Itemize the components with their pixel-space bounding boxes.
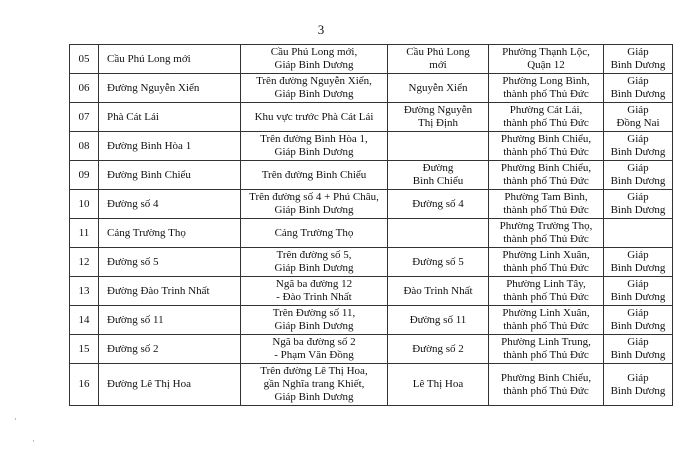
row-number-cell: 11	[70, 219, 99, 248]
location-name-cell: Đường số 2	[99, 335, 241, 364]
checkpoint-table	[69, 44, 673, 406]
scan-speck: ·	[14, 414, 17, 424]
boundary-cell: Giáp Đồng Nai	[604, 103, 673, 132]
road-name-cell	[388, 219, 489, 248]
row-number-cell: 09	[70, 161, 99, 190]
location-name-cell: Đường Nguyễn Xiển	[99, 74, 241, 103]
checkpoint-position-cell: Trên đường Bình Hòa 1, Giáp Bình Dương	[241, 132, 388, 161]
location-name-cell: Cảng Trường Thọ	[99, 219, 241, 248]
checkpoint-position-cell: Cầu Phú Long mới, Giáp Bình Dương	[241, 45, 388, 74]
table-body	[70, 45, 673, 406]
table-row	[70, 161, 673, 190]
checkpoint-position-cell: Khu vực trước Phà Cát Lái	[241, 103, 388, 132]
location-name-cell: Đường số 4	[99, 190, 241, 219]
boundary-cell: Giáp Bình Dương	[604, 190, 673, 219]
row-number-cell: 06	[70, 74, 99, 103]
table-row	[70, 277, 673, 306]
ward-district-cell: Phường Tam Bình, thành phố Thủ Đức	[489, 190, 604, 219]
road-name-cell: Đường số 11	[388, 306, 489, 335]
road-name-cell: Đường Nguyễn Thị Định	[388, 103, 489, 132]
boundary-cell: Giáp Bình Dương	[604, 277, 673, 306]
road-name-cell: Nguyễn Xiển	[388, 74, 489, 103]
checkpoint-position-cell: Trên đường số 5, Giáp Bình Dương	[241, 248, 388, 277]
table-row	[70, 132, 673, 161]
table-row	[70, 306, 673, 335]
road-name-cell	[388, 132, 489, 161]
page-number: 3	[317, 22, 325, 37]
row-number-cell: 12	[70, 248, 99, 277]
location-name-cell: Đường số 5	[99, 248, 241, 277]
checkpoint-position-cell: Trên đường Bình Chiểu	[241, 161, 388, 190]
checkpoint-position-cell: Trên đường Lê Thị Hoa, gần Nghĩa trang Khiết, Giáp Bình Dương	[241, 364, 388, 406]
boundary-cell	[604, 219, 673, 248]
location-name-cell: Đường số 11	[99, 306, 241, 335]
row-number-cell: 10	[70, 190, 99, 219]
row-number-cell: 07	[70, 103, 99, 132]
location-name-cell: Đường Lê Thị Hoa	[99, 364, 241, 406]
checkpoint-position-cell: Ngã ba đường 12 - Đào Trinh Nhất	[241, 277, 388, 306]
ward-district-cell: Phường Linh Xuân, thành phố Thủ Đức	[489, 248, 604, 277]
boundary-cell: Giáp Bình Dương	[604, 161, 673, 190]
location-name-cell: Cầu Phú Long mới	[99, 45, 241, 74]
boundary-cell: Giáp Bình Dương	[604, 335, 673, 364]
ward-district-cell: Phường Linh Trung, thành phố Thủ Đức	[489, 335, 604, 364]
ward-district-cell: Phường Bình Chiểu, thành phố Thủ Đức	[489, 132, 604, 161]
ward-district-cell: Phường Linh Tây, thành phố Thủ Đức	[489, 277, 604, 306]
ward-district-cell: Phường Trường Thọ, thành phố Thủ Đức	[489, 219, 604, 248]
row-number-cell: 15	[70, 335, 99, 364]
boundary-cell: Giáp Bình Dương	[604, 364, 673, 406]
location-name-cell: Đường Đào Trinh Nhất	[99, 277, 241, 306]
table-row	[70, 335, 673, 364]
road-name-cell: Đường Bình Chiểu	[388, 161, 489, 190]
ward-district-cell: Phường Bình Chiểu, thành phố Thủ Đức	[489, 364, 604, 406]
row-number-cell: 08	[70, 132, 99, 161]
checkpoint-position-cell: Trên đường số 4 + Phú Châu, Giáp Bình Dương	[241, 190, 388, 219]
road-name-cell: Đường số 5	[388, 248, 489, 277]
location-name-cell: Đường Bình Chiểu	[99, 161, 241, 190]
road-name-cell: Cầu Phú Long mới	[388, 45, 489, 74]
ward-district-cell: Phường Thạnh Lộc, Quận 12	[489, 45, 604, 74]
road-name-cell: Đào Trinh Nhất	[388, 277, 489, 306]
row-number-cell: 13	[70, 277, 99, 306]
road-name-cell: Đường số 2	[388, 335, 489, 364]
row-number-cell: 05	[70, 45, 99, 74]
table-row	[70, 190, 673, 219]
checkpoint-position-cell: Trên Đường số 11, Giáp Bình Dương	[241, 306, 388, 335]
boundary-cell: Giáp Bình Dương	[604, 306, 673, 335]
table-row	[70, 45, 673, 74]
checkpoint-position-cell: Trên đường Nguyễn Xiển, Giáp Bình Dương	[241, 74, 388, 103]
row-number-cell: 14	[70, 306, 99, 335]
boundary-cell: Giáp Bình Dương	[604, 132, 673, 161]
location-name-cell: Đường Bình Hòa 1	[99, 132, 241, 161]
ward-district-cell: Phường Long Bình, thành phố Thủ Đức	[489, 74, 604, 103]
boundary-cell: Giáp Bình Dương	[604, 45, 673, 74]
row-number-cell: 16	[70, 364, 99, 406]
ward-district-cell: Phường Linh Xuân, thành phố Thủ Đức	[489, 306, 604, 335]
scan-speck: ·	[32, 436, 35, 446]
road-name-cell: Đường số 4	[388, 190, 489, 219]
table-row	[70, 364, 673, 406]
checkpoint-position-cell: Cảng Trường Thọ	[241, 219, 388, 248]
location-name-cell: Phà Cát Lái	[99, 103, 241, 132]
checkpoint-position-cell: Ngã ba đường số 2 - Phạm Văn Đồng	[241, 335, 388, 364]
table-row	[70, 74, 673, 103]
table-row	[70, 248, 673, 277]
ward-district-cell: Phường Bình Chiểu, thành phố Thủ Đức	[489, 161, 604, 190]
boundary-cell: Giáp Bình Dương	[604, 74, 673, 103]
boundary-cell: Giáp Bình Dương	[604, 248, 673, 277]
road-name-cell: Lê Thị Hoa	[388, 364, 489, 406]
ward-district-cell: Phường Cát Lái, thành phố Thủ Đức	[489, 103, 604, 132]
table-row	[70, 219, 673, 248]
table-row	[70, 103, 673, 132]
